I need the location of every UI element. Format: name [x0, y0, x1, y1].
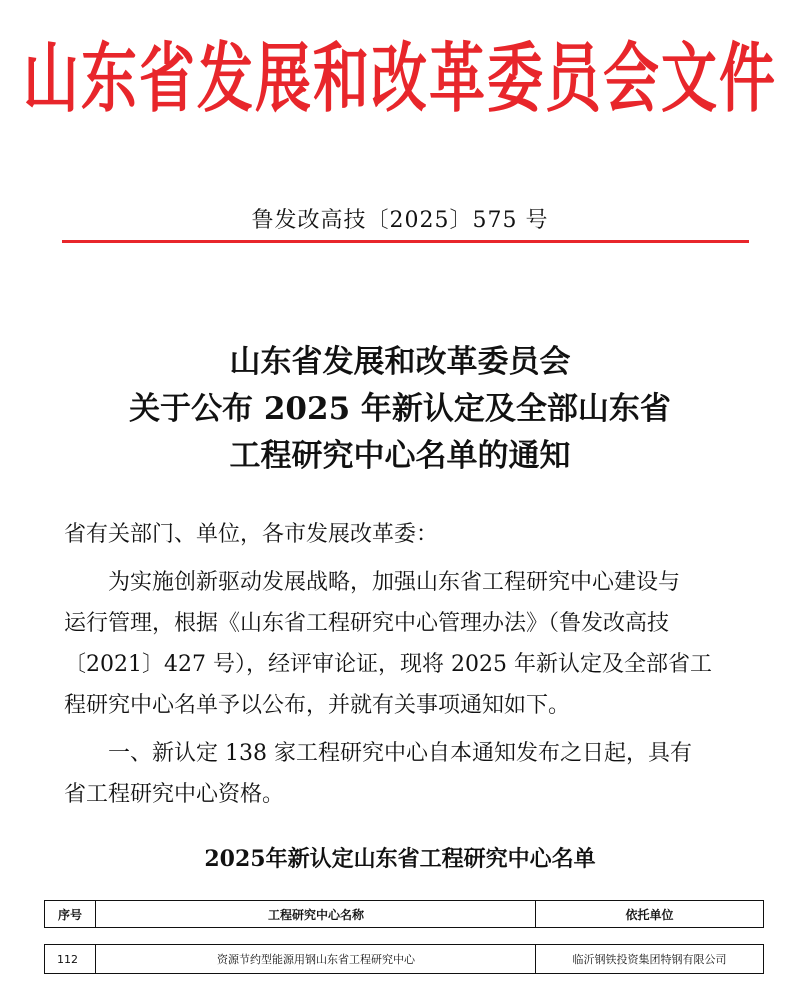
row-center-name: 资源节约型能源用钢山东省工程研究中心 — [95, 945, 536, 973]
paragraph-1-line-1: 为实施创新驱动发展战略，加强山东省工程研究中心建设与 — [64, 570, 681, 595]
table-row — [44, 944, 764, 974]
table-header — [44, 900, 764, 928]
row-host-org: 临沂钢铁投资集团特钢有限公司 — [535, 945, 763, 973]
list-title: 2025年新认定山东省工程研究中心名单 — [204, 846, 596, 872]
paragraph-2-line-2: 省工程研究中心资格。 — [64, 782, 285, 807]
notice-title-line-2: 关于公布 2025 年新认定及全部山东省 — [129, 391, 671, 427]
header-center-name: 工程研究中心名称 — [95, 901, 536, 927]
document-number: 鲁发改高技〔2025〕575 号 — [251, 208, 549, 233]
paragraph-2-line-1: 一、新认定 138 家工程研究中心自本通知发布之日起，具有 — [64, 741, 692, 766]
row-seq: 112 — [57, 952, 78, 966]
red-divider — [62, 240, 749, 243]
salutation: 省有关部门、单位，各市发展改革委： — [64, 522, 439, 547]
notice-title-line-1: 山东省发展和改革委员会 — [229, 344, 571, 380]
paragraph-1-line-4: 程研究中心名单予以公布，并就有关事项通知如下。 — [64, 693, 571, 718]
header-seq: 序号 — [57, 907, 82, 922]
notice-title-line-3: 工程研究中心名单的通知 — [229, 438, 571, 474]
header-host-org: 依托单位 — [535, 901, 763, 927]
document-header-title: 山东省发展和改革委员会文件 — [23, 35, 777, 124]
paragraph-1-line-3: 〔2021〕427 号），经评审论证，现将 2025 年新认定及全部省工 — [64, 652, 712, 677]
paragraph-1-line-2: 运行管理，根据《山东省工程研究中心管理办法》（鲁发改高技 — [64, 611, 670, 636]
